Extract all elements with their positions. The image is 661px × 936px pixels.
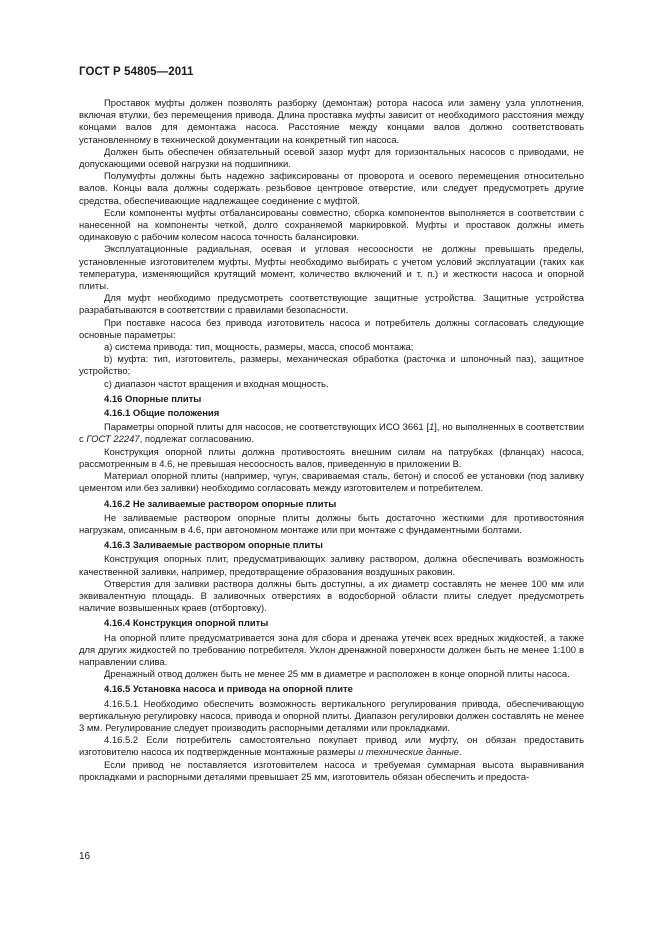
paragraph: При поставке насоса без привода изготовитель насоса и потребитель должны согласовать следующие основные параметры: bbox=[79, 317, 584, 341]
document-header: ГОСТ Р 54805—2011 bbox=[79, 66, 194, 78]
list-item: с) диапазон частот вращения и входная мощность. bbox=[104, 378, 329, 390]
page-number: 16 bbox=[79, 851, 91, 862]
paragraph: Если привод не поставляется изготовителем насоса и требуемая суммарная высота выравнивания прокладками и распорными деталями превышает 25 мм, изготовитель обязан обеспечить и предоста- bbox=[79, 759, 584, 783]
paragraph: Проставок муфты должен позволять разборку (демонтаж) ротора насоса или замену узла уплотнения, включая втулки, без перемещения привода. Длина проставка муфты зависит от необходимого расстояния между концами валов для демонтажа насоса. Расстояние между концами валов должно соответствовать установленному в технической документации на конкретный тип насоса. bbox=[79, 98, 584, 146]
paragraph: Конструкция опорной плиты должна противостоять внешним силам на патрубках (фланцах) насоса, рассмотренным в 4.6, не превышая несоосность валов, приведенную в приложении В. bbox=[79, 446, 584, 470]
document-body bbox=[79, 98, 584, 784]
subsection-heading: 4.16.2 Не заливаемые раствором опорные плиты bbox=[104, 498, 337, 510]
subsection-heading: 4.16.5 Установка насоса и привода на опорной плите bbox=[104, 684, 353, 696]
list-item: а) система привода: тип, мощность, размеры, масса, способ монтажа; bbox=[104, 342, 414, 354]
text-run: ], но выполненных в соответствии с bbox=[79, 422, 584, 446]
paragraph: Должен быть обеспечен обязательный осевой зазор муфт для горизонтальных насосов с приводами, не допускающими осевой нагрузки на подшипники. bbox=[79, 146, 584, 171]
paragraph bbox=[79, 422, 584, 446]
paragraph: На опорной плите предусматривается зона для сбора и дренажа утечек всех вредных жидкостей, а также для других жидкостей по требованию потребителя. Уклон дренажной поверхности должен быть не менее 1:100 в направлении слива. bbox=[79, 632, 584, 668]
reference-link: 1 bbox=[428, 422, 435, 434]
paragraph: 4.16.5.1 Необходимо обеспечить возможность вертикального регулирования привода, обеспечивающую вертикальную регулировку насоса, привода и опорной плиты. Диапазон регулировки должен составлять не менее 3 мм. Регулирование следует производить распорными деталями или прокладками. bbox=[79, 698, 584, 734]
paragraph: Полумуфты должны быть надежно зафиксированы от проворота и осевого перемещения относительно валов. Концы вала должны содержать резьбовое центровое отверстие, или следует предусмотреть другие средства, обеспечивающие надлежащее соединение с муфтой. bbox=[79, 171, 584, 207]
text-run: . bbox=[459, 747, 462, 759]
paragraph: Дренажный отвод должен быть не менее 25 мм в диаметре и расположен в конце опорной плиты насоса. bbox=[104, 669, 570, 681]
text-run: , подлежат согласованию. bbox=[139, 434, 254, 446]
paragraph: Эксплуатационные радиальная, осевая и угловая несоосности не должны превышать пределы, установленные изготовителем муфты. Муфты необходимо выбирать с учетом условий эксплуатации (таких как температура, изменяющийся крутящий момент, количество включений и т. п.) и жесткости насоса и опорной плиты. bbox=[79, 244, 584, 293]
paragraph bbox=[79, 735, 584, 759]
italic-text: и технические данные bbox=[357, 747, 460, 759]
paragraph: Для муфт необходимо предусмотреть соответствующие защитные устройства. Защитные устройства разрабатываются в соответствии с правилами безопасности. bbox=[79, 293, 584, 317]
paragraph: Материал опорной плиты (например, чугун, свариваемая сталь, бетон) и способ ее установки (под заливку цементом или без заливки) необходимо согласовать между изготовителем и потребителем. bbox=[79, 471, 584, 495]
subsection-heading: 4.16.1 Общие положения bbox=[104, 408, 220, 420]
standard-reference: ГОСТ 22247 bbox=[86, 434, 140, 446]
paragraph: Не заливаемые раствором опорные плиты должны быть достаточно жесткими для противостояния нагрузкам, описанным в 4.6, при автономном монтаже или при монтаже с фундаментными болтами. bbox=[79, 512, 584, 536]
text-run: Параметры опорной плиты для насосов, не соответствующих ИСО 3661 [ bbox=[104, 422, 429, 434]
paragraph: Отверстия для заливки раствора должны быть доступны, а их диаметр составлять не менее 100 мм или эквивалентную площадь. В заливочных отверстиях в водосборной области плиты следует предусмотреть наличие возвышенных краев (отбортовку). bbox=[79, 578, 584, 615]
subsection-heading: 4.16.3 Заливаемые раствором опорные плиты bbox=[104, 540, 323, 552]
text-run: 4.16.5.2 Если потребитель самостоятельно покупает привод или муфту, он обязан предоставить изготовителю насоса их подтвержденные монтажные размеры bbox=[79, 735, 584, 759]
paragraph: Конструкция опорных плит, предусматривающих заливку раствором, должна обеспечивать возможность качественной заливки, например, предотвращение образования воздушных раковин. bbox=[79, 554, 584, 578]
subsection-heading: 4.16.4 Конструкция опорной плиты bbox=[104, 618, 269, 630]
section-heading: 4.16 Опорные плиты bbox=[104, 393, 202, 405]
paragraph: Если компоненты муфты отбалансированы совместно, сборка компонентов выполняется в соответствии с нанесенной на компоненты четкой, долго сохраняемой маркировкой. Муфты и проставок должны иметь одинаковую с рабочим колесом насоса точность балансировки. bbox=[79, 207, 584, 244]
list-item: b) муфта: тип, изготовитель, размеры, механическая обработка (расточка и шпоночный паз), защитное устройство; bbox=[79, 354, 584, 378]
